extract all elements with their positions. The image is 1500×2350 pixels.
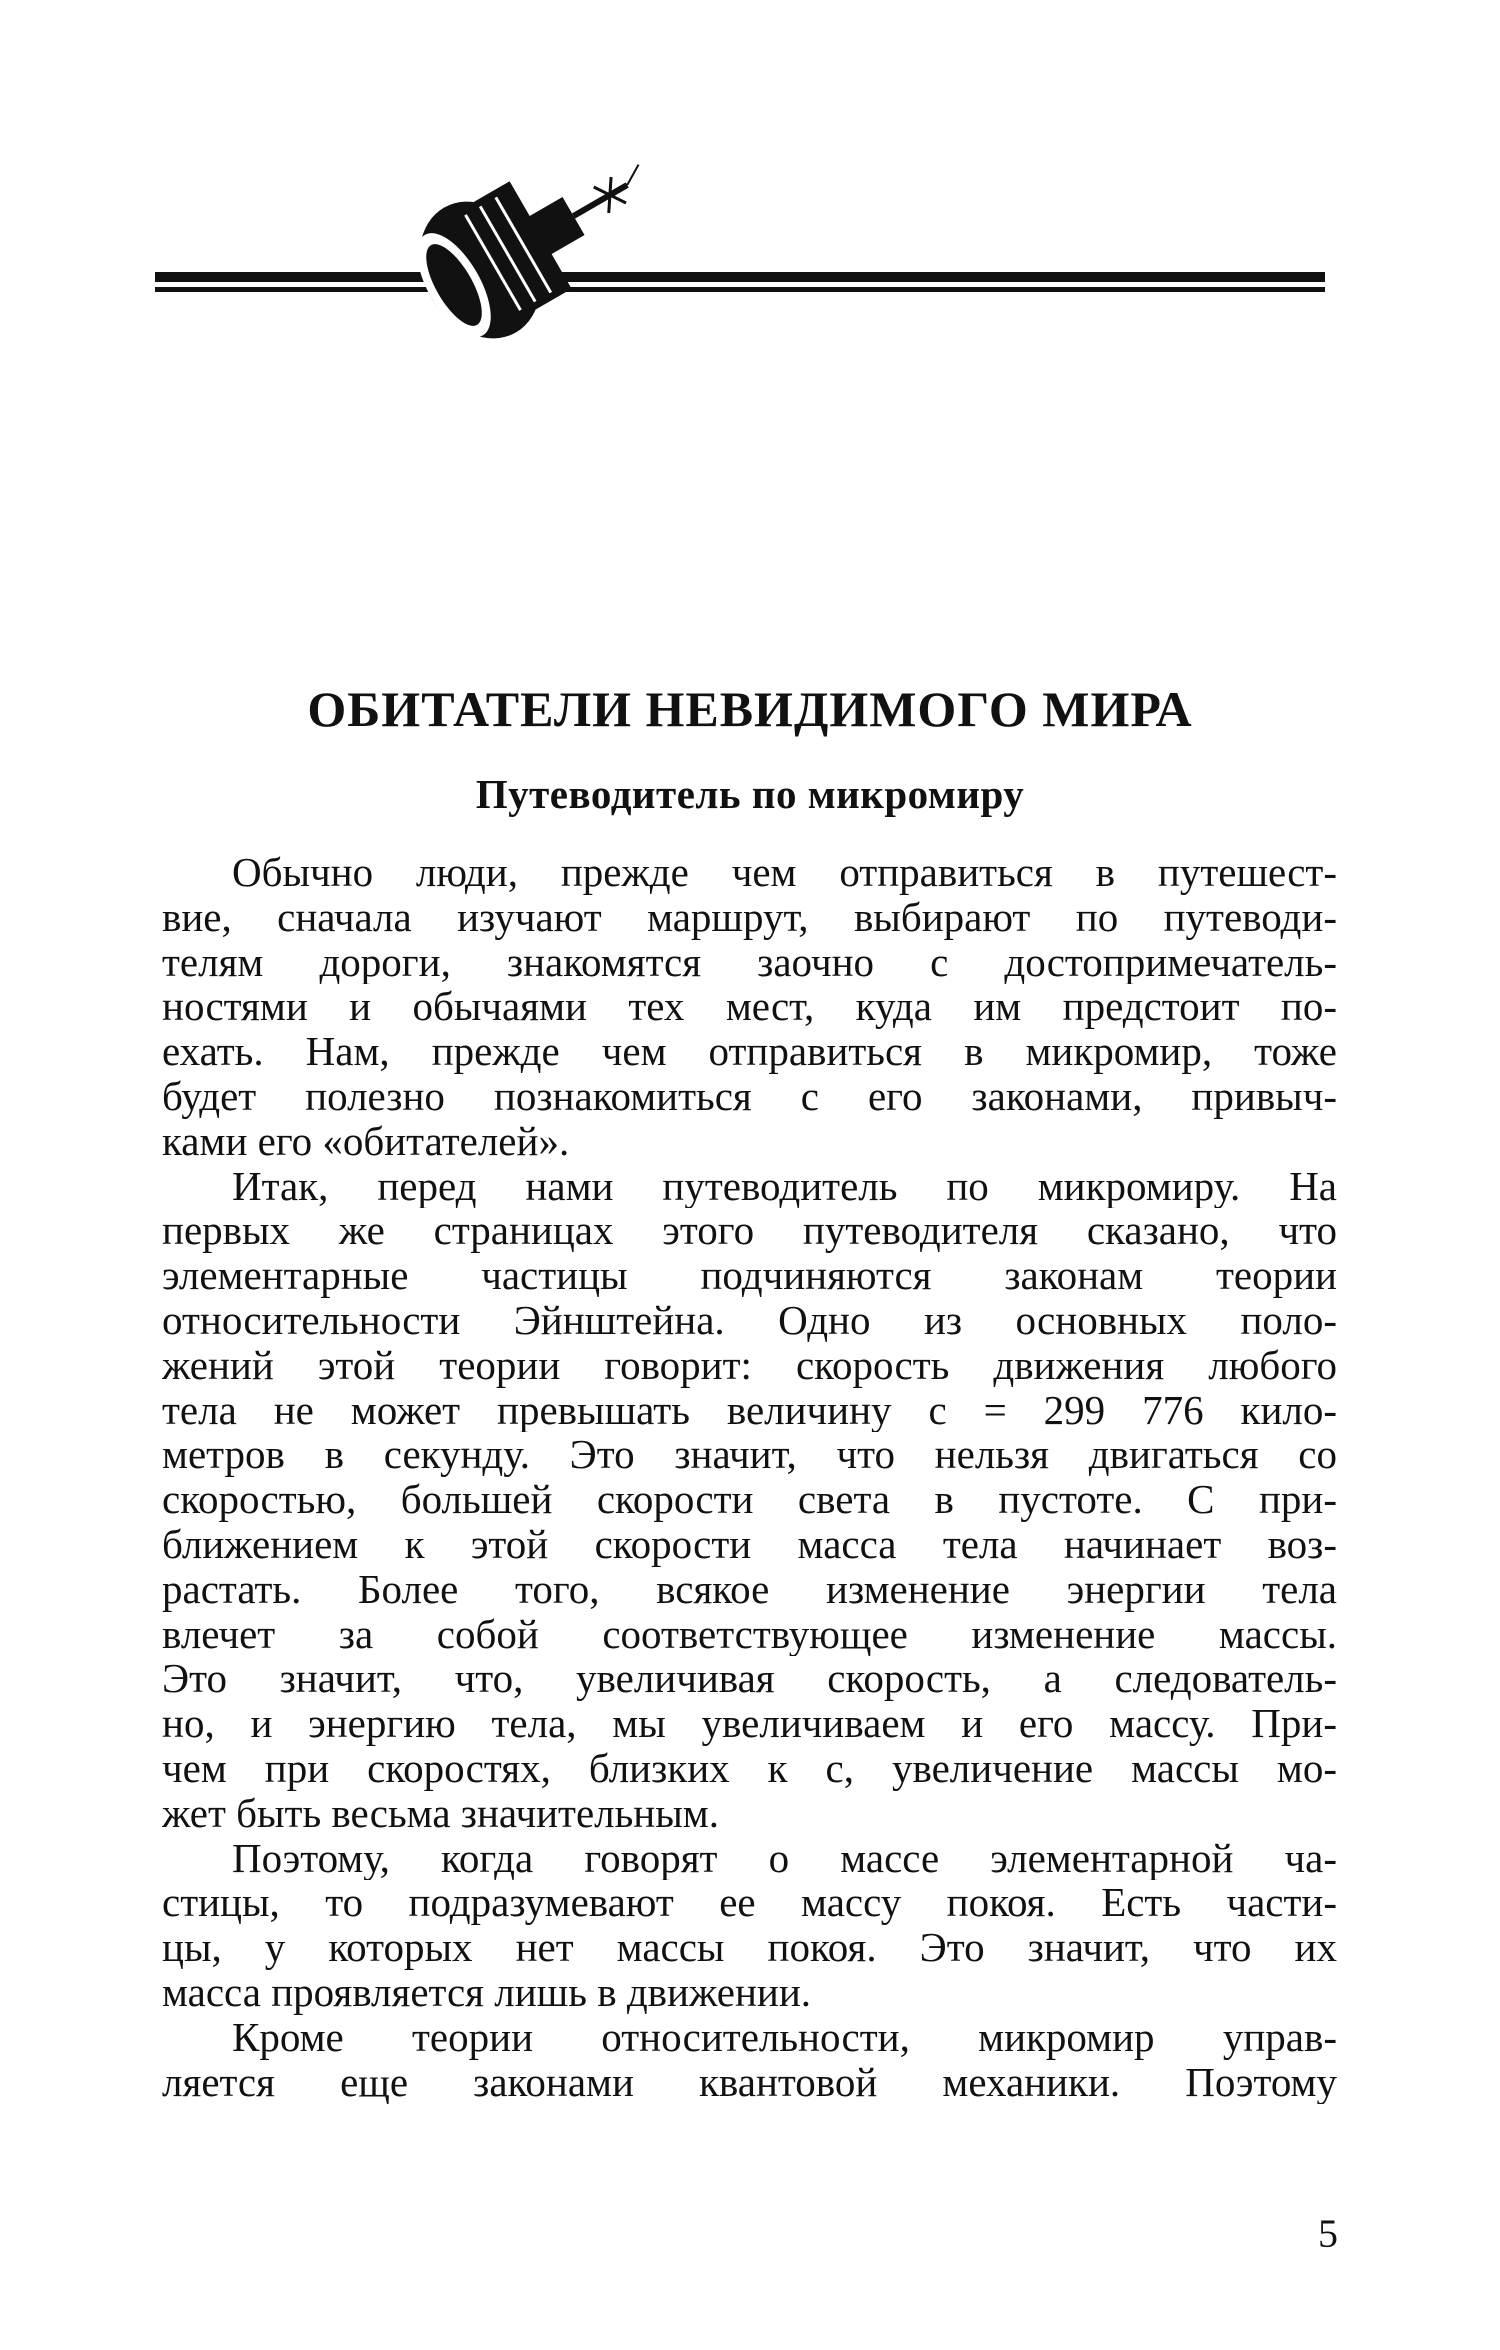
text-line: ляется еще законами квантовой механики. Поэтому xyxy=(162,2059,1337,2105)
text-line: чем при скоростях, близких к c, увеличение массы мо- xyxy=(162,1745,1337,1791)
chapter-title: ОБИТАТЕЛИ НЕВИДИМОГО МИРА xyxy=(307,681,1193,737)
text-line: масса проявляется лишь в движении. xyxy=(162,1969,812,2015)
text-line: стицы, то подразумевают ее массу покоя. Есть части- xyxy=(162,1880,1337,1926)
text-line: жений этой теории говорит: скорость движения любого xyxy=(162,1342,1337,1388)
text-line: Поэтому, когда говорят о массе элементарной ча- xyxy=(232,1835,1337,1881)
text-line: тела не может превышать величину c = 299 776 кило- xyxy=(162,1387,1337,1433)
text-line: будет полезно познакомиться с его законами, привыч- xyxy=(162,1073,1337,1119)
satellite-icon xyxy=(396,160,681,360)
text-line: растать. Более того, всякое изменение энергии тела xyxy=(162,1566,1337,1612)
text-line: относительности Эйнштейна. Одно из основных поло- xyxy=(162,1297,1337,1343)
chapter-header-ornament xyxy=(150,160,1330,370)
text-line: Кроме теории относительности, микромир управ- xyxy=(232,2014,1337,2060)
text-line: ностями и обычаями тех мест, куда им предстоит по- xyxy=(162,984,1337,1030)
text-line: Итак, перед нами путеводитель по микромиру. На xyxy=(232,1163,1337,1209)
section-title: Путеводитель по микромиру xyxy=(475,771,1025,817)
text-line: метров в секунду. Это значит, что нельзя двигаться со xyxy=(162,1432,1337,1478)
body-text xyxy=(162,850,1337,2104)
text-line: ближением к этой скорости масса тела начинает воз- xyxy=(162,1521,1337,1567)
text-line: ками его «обитателей». xyxy=(162,1118,570,1164)
text-line: элементарные частицы подчиняются законам теории xyxy=(162,1253,1337,1298)
text-line: цы, у которых нет массы покоя. Это значит, что их xyxy=(162,1925,1337,1970)
text-line: ехать. Нам, прежде чем отправиться в микромир, тоже xyxy=(162,1029,1337,1074)
text-line: первых же страницах этого путеводителя сказано, что xyxy=(162,1208,1337,1254)
text-line: жет быть весьма значительным. xyxy=(162,1790,719,1836)
text-line: скоростью, большей скорости света в пустоте. С при- xyxy=(162,1477,1337,1522)
double-rule-icon xyxy=(155,272,1325,292)
text-line: но, и энергию тела, мы увеличиваем и его массу. При- xyxy=(162,1701,1337,1746)
text-line: вие, сначала изучают маршрут, выбирают по путеводи- xyxy=(162,894,1337,940)
text-line: телям дороги, знакомятся заочно с достопримечатель- xyxy=(162,939,1337,985)
text-line: влечет за собой соответствующее изменение массы. xyxy=(162,1611,1337,1657)
text-line: Обычно люди, прежде чем отправиться в путешест- xyxy=(232,850,1337,895)
text-line: Это значит, что, увеличивая скорость, а следователь- xyxy=(162,1656,1337,1702)
page-number: 5 xyxy=(1318,2211,1338,2256)
